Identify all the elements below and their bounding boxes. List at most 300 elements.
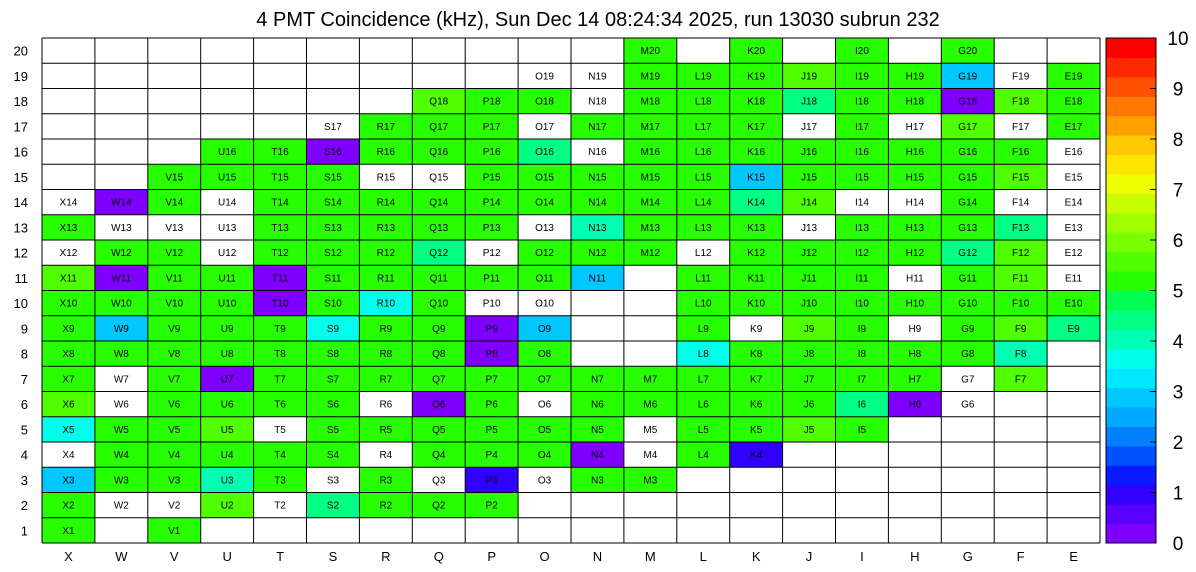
cell-label: E18 (1064, 96, 1083, 108)
cell-label: Q4 (432, 450, 446, 462)
x-tick-label: Q (433, 549, 444, 564)
cell-label: R9 (379, 323, 393, 335)
cell-label: M3 (643, 475, 658, 487)
cell-label: F11 (1012, 273, 1029, 285)
cell-label: I19 (854, 71, 869, 83)
cell-label: E15 (1064, 172, 1083, 184)
cell-label: T4 (274, 450, 286, 462)
cell-label: E11 (1065, 273, 1083, 285)
palette-swatch (1106, 155, 1156, 175)
cell-label: O10 (535, 298, 555, 310)
cell-label: G19 (958, 71, 978, 83)
cell-label: J14 (800, 197, 818, 209)
cell-label: I17 (854, 121, 869, 133)
cell-label: I15 (854, 172, 869, 184)
cell-label: G16 (958, 147, 978, 159)
cell-label: U10 (217, 298, 237, 310)
cell-label: Q12 (429, 248, 449, 260)
x-tick-label: L (699, 549, 707, 564)
cell-label: G20 (958, 46, 978, 58)
cell-label: T9 (274, 323, 286, 335)
cell-label: U13 (217, 222, 237, 234)
cell-label: K12 (747, 248, 766, 260)
cell-label: P4 (485, 450, 498, 462)
cell-label: H19 (905, 71, 925, 83)
cell-label: S10 (324, 298, 342, 310)
cell-label: N3 (591, 475, 604, 487)
palette-swatch (1106, 232, 1156, 252)
palette-swatch (1106, 271, 1156, 291)
cell-label: G7 (961, 374, 975, 386)
cell-label: F16 (1012, 147, 1030, 159)
cell-label: X5 (62, 424, 75, 436)
cell-label: V8 (168, 349, 181, 361)
cell-label: G10 (958, 298, 978, 310)
cell-label: U9 (220, 323, 234, 335)
cell-label: K11 (747, 273, 765, 285)
palette-swatch (1106, 465, 1156, 485)
cell-label: V11 (165, 273, 183, 285)
cell-label: P13 (482, 222, 501, 234)
cell-label: O18 (535, 96, 555, 108)
color-palette (1106, 29, 1189, 555)
cell-label: K18 (747, 96, 766, 108)
cell-label: L11 (695, 273, 712, 285)
cell-label: G15 (958, 172, 978, 184)
y-tick-label: 2 (20, 498, 28, 514)
cell-label: X13 (59, 222, 78, 234)
cell-label: E14 (1064, 197, 1083, 209)
cell-label: L15 (694, 172, 712, 184)
cell-label: L8 (697, 349, 709, 361)
cell-label: J9 (803, 323, 815, 335)
palette-tick-label: 4 (1172, 332, 1184, 353)
cell-label: T5 (274, 424, 286, 436)
cell-label: H17 (905, 121, 925, 133)
y-tick-label: 18 (13, 94, 28, 110)
cell-label: N13 (588, 222, 607, 234)
palette-tick-label: 1 (1172, 483, 1184, 505)
cell-label: O11 (535, 273, 554, 285)
cell-label: I16 (854, 147, 869, 159)
cell-label: F7 (1014, 374, 1027, 386)
cell-label: G11 (958, 273, 977, 285)
cell-label: Q18 (429, 96, 449, 108)
cell-label: I20 (854, 46, 869, 58)
cell-label: P2 (485, 500, 498, 512)
x-tick-label: F (1016, 549, 1025, 564)
cell-label: O6 (537, 399, 552, 411)
cell-label: L9 (697, 323, 709, 335)
cell-label: R16 (376, 147, 396, 159)
cell-label: K13 (747, 222, 766, 234)
y-tick-label: 11 (14, 270, 28, 286)
cell-label: R10 (376, 298, 396, 310)
cell-label: R3 (379, 475, 393, 487)
cell-label: F18 (1012, 96, 1030, 108)
cell-label: P6 (485, 399, 498, 411)
cell-label: H7 (908, 374, 922, 386)
cell-label: N7 (591, 374, 604, 386)
cell-label: P16 (482, 147, 501, 159)
cell-label: U5 (220, 424, 234, 436)
cell-label: K16 (747, 147, 766, 159)
cell-label: L18 (694, 96, 712, 108)
palette-swatch (1106, 446, 1156, 466)
cell-label: I9 (857, 323, 867, 335)
palette-swatch (1106, 368, 1156, 388)
x-tick-label: W (115, 549, 128, 564)
cell-label: P11 (483, 273, 501, 285)
cell-label: W6 (113, 399, 129, 411)
cell-label: E19 (1064, 71, 1083, 83)
cell-label: H11 (906, 273, 924, 285)
palette-tick-label: 3 (1172, 382, 1184, 404)
y-tick-label: 10 (13, 296, 28, 312)
cell-label: N6 (591, 399, 604, 411)
cell-label: I10 (854, 298, 869, 310)
cell-label: Q9 (432, 323, 446, 335)
cell-label: H9 (908, 323, 922, 335)
cell-label: K20 (747, 46, 766, 58)
cell-label: L5 (697, 424, 709, 436)
palette-swatch (1106, 504, 1156, 524)
cell-label: W2 (113, 500, 129, 512)
cell-label: Q5 (432, 424, 446, 436)
cell-label: H10 (905, 298, 925, 310)
cell-label: J19 (800, 71, 818, 83)
x-tick-label: P (487, 549, 496, 564)
x-tick-label: R (381, 549, 391, 564)
cell-label: F9 (1014, 323, 1027, 335)
cell-label: R4 (379, 450, 393, 462)
cell-label: W8 (113, 349, 129, 361)
cell-label: L14 (694, 197, 712, 209)
cell-label: X14 (59, 197, 78, 209)
palette-swatch (1106, 329, 1156, 349)
cell-label: U3 (220, 475, 234, 487)
y-tick-label: 14 (13, 195, 28, 211)
cell-label: Q8 (432, 349, 446, 361)
cell-label: I14 (854, 197, 869, 209)
cell-label: N5 (591, 424, 604, 436)
cell-label: H14 (905, 197, 925, 209)
cell-label: V9 (168, 323, 181, 335)
x-tick-label: O (539, 549, 550, 564)
cell-label: G6 (961, 399, 975, 411)
cell-label: M18 (640, 96, 661, 108)
cell-label: V7 (168, 374, 181, 386)
y-tick-label: 13 (13, 220, 28, 236)
palette-tick-label: 0 (1172, 534, 1184, 555)
cell-label: E10 (1064, 298, 1083, 310)
cell-label: M19 (640, 71, 661, 83)
palette-swatch (1106, 388, 1156, 408)
cell-label: Q7 (432, 374, 446, 386)
cell-label: V6 (168, 399, 181, 411)
cell-label: R11 (377, 273, 395, 285)
cell-label: W13 (111, 222, 132, 234)
cell-label: X12 (59, 248, 78, 260)
cell-label: L19 (694, 71, 712, 83)
cell-label: F12 (1012, 248, 1030, 260)
cell-label: E16 (1064, 147, 1083, 159)
cell-label: F13 (1012, 222, 1030, 234)
cell-label: G13 (958, 222, 978, 234)
cell-label: P12 (482, 248, 501, 260)
cell-label: J13 (800, 222, 818, 234)
palette-swatch (1106, 174, 1156, 194)
cell-label: J12 (800, 248, 818, 260)
cell-label: P15 (482, 172, 501, 184)
cell-label: K15 (747, 172, 766, 184)
cell-label: O16 (535, 147, 555, 159)
cell-label: P7 (485, 374, 498, 386)
palette-swatch (1106, 116, 1156, 136)
x-tick-label: U (222, 549, 232, 564)
cell-label: V1 (168, 525, 181, 537)
cell-label: N18 (588, 96, 607, 108)
cell-label: F8 (1014, 349, 1027, 361)
x-tick-label: X (64, 549, 73, 564)
cell-label: P9 (485, 323, 498, 335)
cell-label: S3 (326, 475, 340, 487)
palette-swatch (1106, 524, 1156, 544)
cell-label: P18 (482, 96, 501, 108)
y-tick-label: 20 (13, 43, 28, 59)
palette-swatch (1106, 291, 1156, 311)
cell-label: X3 (62, 475, 75, 487)
cell-label: H16 (905, 147, 925, 159)
cell-label: W10 (111, 298, 132, 310)
cell-label: J6 (803, 399, 815, 411)
cell-label: M20 (640, 46, 661, 58)
cell-label: S16 (324, 147, 342, 159)
cell-label: U2 (220, 500, 234, 512)
cell-label: W9 (113, 323, 129, 335)
cell-label: P14 (482, 197, 501, 209)
palette-swatch (1106, 57, 1156, 77)
cell-label: U6 (220, 399, 234, 411)
cell-label: J5 (803, 424, 815, 436)
cell-label: R14 (376, 197, 396, 209)
cell-label: O9 (537, 323, 552, 335)
cell-label: T13 (271, 222, 289, 234)
y-tick-label: 16 (13, 144, 28, 160)
palette-tick-label: 2 (1172, 433, 1184, 454)
cell-label: O4 (537, 450, 552, 462)
cell-label: E9 (1067, 323, 1080, 335)
cell-label: U11 (218, 273, 236, 285)
x-tick-label: I (860, 549, 864, 564)
cell-label: M4 (643, 450, 658, 462)
cell-label: T3 (274, 475, 286, 487)
cell-label: E12 (1064, 248, 1083, 260)
cell-label: F19 (1012, 71, 1030, 83)
cell-label: F10 (1012, 298, 1030, 310)
cell-label: J8 (803, 349, 815, 361)
y-tick-label: 8 (20, 346, 28, 362)
palette-tick-label: 6 (1172, 231, 1184, 252)
cell-label: W11 (111, 273, 132, 285)
cell-label: S2 (326, 500, 340, 512)
cell-label: R2 (379, 500, 393, 512)
cell-label: T10 (271, 298, 289, 310)
cell-label: J15 (800, 172, 818, 184)
cell-label: M16 (640, 147, 661, 159)
cell-label: I13 (854, 222, 869, 234)
cell-label: W14 (111, 197, 132, 209)
palette-swatch (1106, 77, 1156, 97)
cell-label: V3 (168, 475, 181, 487)
palette-swatch (1106, 135, 1156, 155)
cell-label: K6 (750, 399, 763, 411)
cell-label: Q17 (429, 121, 449, 133)
cell-label: K7 (750, 374, 763, 386)
cell-label: L16 (694, 147, 712, 159)
cell-label: H18 (905, 96, 925, 108)
palette-tick-label: 9 (1172, 79, 1184, 101)
cell-label: I6 (857, 399, 867, 411)
cell-label: F15 (1012, 172, 1030, 184)
y-tick-label: 9 (20, 321, 28, 337)
cell-label: R15 (376, 172, 396, 184)
cell-label: I7 (857, 374, 867, 386)
cell-label: V15 (165, 172, 184, 184)
cell-label: P10 (482, 298, 501, 310)
cell-label: L4 (697, 450, 709, 462)
x-tick-label: M (644, 549, 656, 564)
cell-label: K9 (750, 323, 763, 335)
cell-label: O12 (535, 248, 555, 260)
cell-label: V5 (168, 424, 181, 436)
cell-label: J17 (800, 121, 818, 133)
cell-label: P5 (485, 424, 498, 436)
cell-label: J18 (800, 96, 818, 108)
cell-label: X1 (62, 525, 75, 537)
cell-label: R17 (376, 121, 396, 133)
cell-label: W5 (113, 424, 129, 436)
cell-label: V10 (165, 298, 184, 310)
cell-label: S7 (326, 374, 340, 386)
cell-label: O3 (537, 475, 552, 487)
cell-label: E13 (1064, 222, 1083, 234)
cell-label: Q16 (429, 147, 449, 159)
y-tick-label: 17 (13, 119, 28, 135)
cell-label: V12 (165, 248, 184, 260)
cell-label: X4 (62, 450, 75, 462)
cell-label: S14 (324, 197, 342, 209)
cell-label: K5 (750, 424, 763, 436)
cell-label: T15 (271, 172, 289, 184)
y-tick-label: 5 (20, 422, 28, 438)
palette-swatch (1106, 310, 1156, 330)
y-tick-label: 6 (20, 397, 28, 413)
y-tick-label: 3 (20, 472, 28, 488)
cell-label: Q2 (432, 500, 446, 512)
cell-label: H12 (905, 248, 925, 260)
cell-label: R5 (379, 424, 393, 436)
cell-label: X6 (62, 399, 75, 411)
cell-label: N17 (588, 121, 607, 133)
cell-label: O5 (537, 424, 552, 436)
cell-label: R8 (379, 349, 393, 361)
cell-label: T12 (271, 248, 289, 260)
cell-label: P17 (482, 121, 501, 133)
palette-swatch (1106, 349, 1156, 369)
x-tick-label: K (751, 549, 761, 564)
cell-label: E17 (1064, 121, 1083, 133)
cell-label: G12 (958, 248, 978, 260)
cell-label: V2 (168, 500, 181, 512)
palette-swatch (1106, 193, 1156, 213)
cell-label: R12 (376, 248, 396, 260)
cell-label: T16 (271, 147, 289, 159)
cell-label: N19 (588, 71, 607, 83)
cell-label: I12 (854, 248, 869, 260)
cell-label: V14 (165, 197, 184, 209)
cell-label: O17 (535, 121, 555, 133)
cell-label: S12 (324, 248, 342, 260)
palette-tick-label: 5 (1172, 281, 1184, 303)
cell-label: N15 (588, 172, 607, 184)
cell-label: U8 (220, 349, 234, 361)
cell-label: H15 (905, 172, 925, 184)
cell-label: W12 (111, 248, 132, 260)
cell-label: X11 (59, 273, 77, 285)
cell-label: S8 (326, 349, 340, 361)
cell-label: H8 (908, 349, 922, 361)
palette-swatch (1106, 213, 1156, 233)
cell-label: G17 (958, 121, 978, 133)
cell-label: Q14 (429, 197, 449, 209)
cell-label: S15 (324, 172, 342, 184)
cell-label: J11 (801, 273, 817, 285)
cell-label: H13 (905, 222, 925, 234)
cell-label: L17 (694, 121, 712, 133)
x-tick-label: V (169, 549, 179, 564)
cell-label: L6 (697, 399, 709, 411)
cell-label: K19 (747, 71, 766, 83)
cell-label: M14 (640, 197, 661, 209)
y-tick-label: 12 (13, 245, 28, 261)
cell-label: R13 (376, 222, 396, 234)
cell-label: O7 (537, 374, 552, 386)
cell-label: X10 (59, 298, 78, 310)
cell-label: S5 (326, 424, 340, 436)
cell-label: Q10 (429, 298, 449, 310)
cell-label: O13 (535, 222, 555, 234)
cell-label: M17 (640, 121, 661, 133)
x-tick-label: J (805, 549, 813, 564)
palette-tick-label: 7 (1172, 180, 1184, 202)
cell-label: R6 (379, 399, 393, 411)
y-tick-label: 15 (13, 169, 28, 185)
cell-label: P3 (485, 475, 498, 487)
cell-label: P8 (485, 349, 498, 361)
cell-label: S6 (326, 399, 340, 411)
cell-label: X7 (62, 374, 75, 386)
cell-label: N12 (588, 248, 607, 260)
cell-label: T7 (274, 374, 286, 386)
cell-label: I11 (855, 273, 869, 285)
cell-label: G14 (958, 197, 978, 209)
cell-label: L10 (694, 298, 712, 310)
cell-label: L13 (694, 222, 712, 234)
cell-label: O19 (535, 71, 555, 83)
cell-label: U4 (220, 450, 234, 462)
cell-label: W7 (113, 374, 129, 386)
